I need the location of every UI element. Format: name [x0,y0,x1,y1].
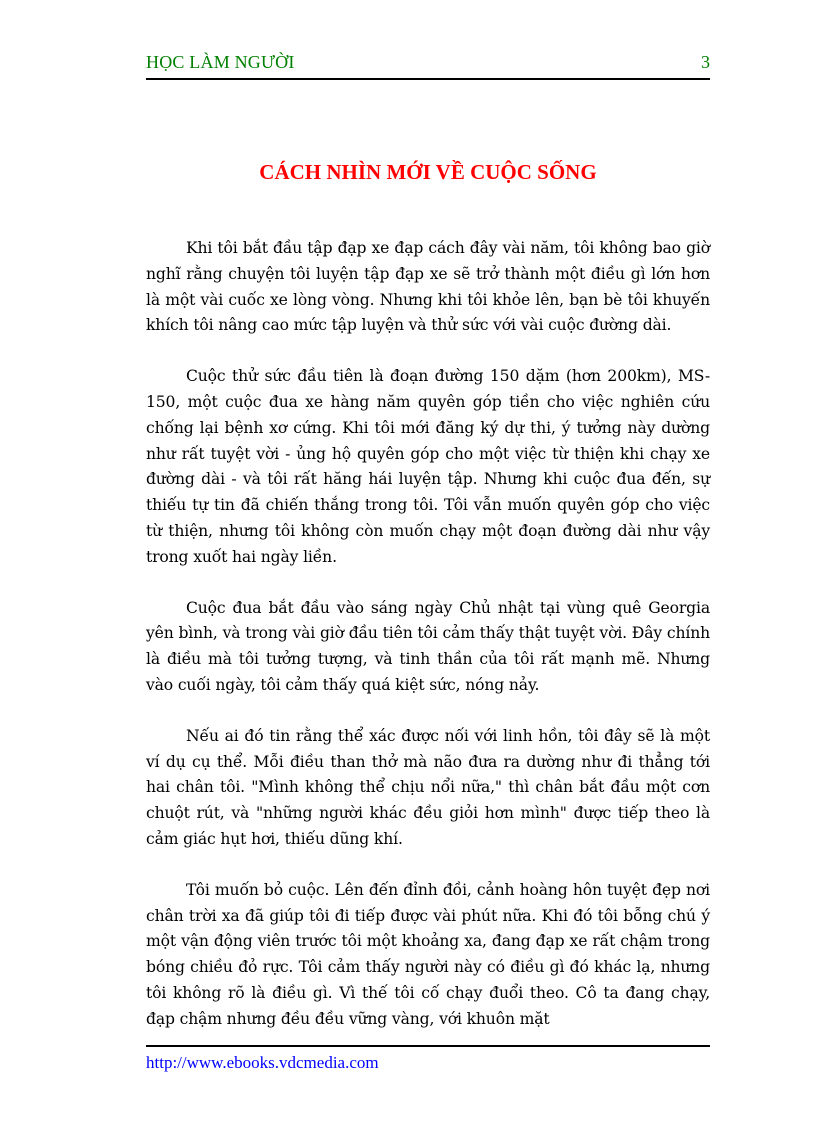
website-link[interactable]: http://www.ebooks.vdcmedia.com [146,1053,379,1072]
book-title: HỌC LÀM NGƯỜI [146,52,295,72]
paragraph-3: Cuộc đua bắt đầu vào sáng ngày Chủ nhật tại vùng quê Georgia yên bình, và trong vài giờ đầu tiên tôi cảm thấy thật tuyệt vời. Đây chính là điều mà tôi tưởng tượng, và tinh thần của tôi rất mạnh mẽ. Nhưng vào cuối ngày, tôi cảm thấy quá kiệt sức, nóng nảy. [146,598,710,694]
page-number: 3 [701,52,710,72]
paragraph-1: Khi tôi bắt đầu tập đạp xe đạp cách đây vài năm, tôi không bao giờ nghĩ rằng chuyện tôi luyện tập đạp xe sẽ trở thành một điều gì lớn hơn là một vài cuốc xe lòng vòng. Nhưng khi tôi khỏe lên, bạn bè tôi khuyến khích tôi nâng cao mức tập luyện và thử sức với vài cuộc đường dài. [146,239,710,335]
paragraph-4: Nếu ai đó tin rằng thể xác được nối với linh hồn, tôi đây sẽ là một ví dụ cụ thể. Mỗi điều than thở mà não đưa ra dường như đi thẳng tới hai chân tôi. "Mình không thể chịu nổi nữa," thì chân bắt đầu một cơn chuột rút, và "những người khác đều giỏi hơn mình" được tiếp theo là cảm giác hụt hơi, thiếu dũng khí. [146,726,710,848]
paragraph-2: Cuộc thử sức đầu tiên là đoạn đường 150 dặm (hơn 200km), MS-150, một cuộc đua xe hàng năm quyên góp tiền cho việc nghiên cứu chống lại bệnh xơ cứng. Khi tôi mới đăng ký dự thi, ý tưởng này dường như rất tuyệt vời - ủng hộ quyên góp cho một việc từ thiện khi chạy xe đường dài - và tôi rất hăng hái luyện tập. Nhưng khi cuộc đua đến, sự thiếu tự tin đã chiến thắng trong tôi. Tôi vẫn muốn quyên góp cho việc từ thiện, nhưng tôi không còn muốn chạy một đoạn đường dài như vậy trong xuốt hai ngày liền. [146,367,710,566]
body-text [146,236,710,1058]
page-header [146,52,710,80]
chapter-title: CÁCH NHÌN MỚI VỀ CUỘC SỐNG [259,160,597,184]
paragraph-5: Tôi muốn bỏ cuộc. Lên đến đỉnh đồi, cảnh hoàng hôn tuyệt đẹp nơi chân trời xa đã giúp tôi đi tiếp được vài phút nữa. Khi đó tôi bỗng chú ý một vận động viên trước tôi một khoảng xa, đang đạp xe rất chậm trong bóng chiều đỏ rực. Tôi cảm thấy người này có điều gì đó khác lạ, nhưng tôi không rõ là điều gì. Vì thế tôi cố chạy đuổi theo. Cô ta đang chạy, đạp chậm nhưng đều đều vững vàng, với khuôn mặt [146,880,710,1028]
page-footer [146,1045,710,1073]
